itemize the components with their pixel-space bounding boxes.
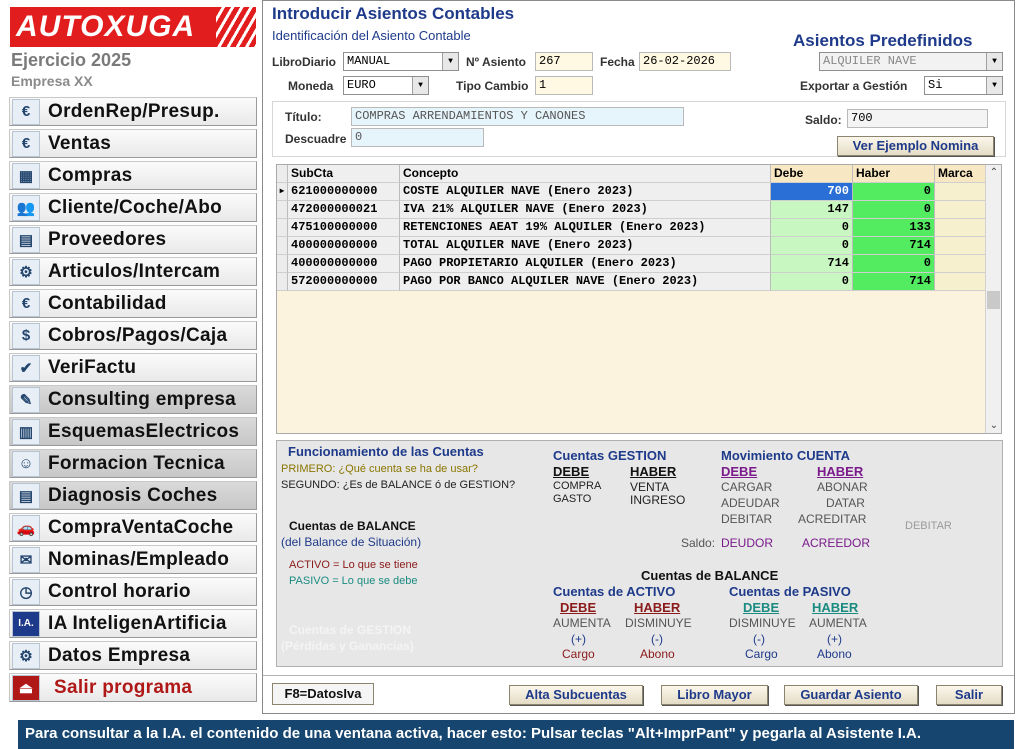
menu-item-control-horario[interactable]	[9, 577, 257, 606]
compra-text: COMPRA	[553, 480, 602, 492]
ingreso-text: INGRESO	[630, 493, 686, 507]
row-indicator[interactable]	[277, 219, 288, 237]
movimiento-debe: DEBE	[721, 464, 758, 479]
table-row[interactable]	[277, 183, 987, 201]
cell-debe[interactable]: 0	[771, 219, 853, 237]
logo-stripes	[216, 7, 256, 47]
libro-value: MANUAL	[347, 54, 391, 68]
menu-item-compras[interactable]	[9, 161, 257, 190]
cell-concepto[interactable]: PAGO PROPIETARIO ALQUILER (Enero 2023)	[400, 255, 771, 273]
asientos-window	[262, 0, 1015, 714]
sales-icon: €	[12, 131, 40, 157]
datar-text: DATAR	[826, 496, 865, 510]
asiento-field[interactable]: 267	[535, 52, 593, 71]
header-haber[interactable]: Haber	[853, 165, 935, 183]
menu-item-compraventa[interactable]	[9, 513, 257, 542]
row-indicator[interactable]	[277, 273, 288, 291]
table-row[interactable]	[277, 237, 987, 255]
saldo-info-label: Saldo:	[681, 536, 716, 550]
menu-item-formacion[interactable]	[9, 449, 257, 478]
menu-label: Nominas/Empleado	[48, 548, 230, 570]
chevron-down-icon: ▼	[442, 53, 458, 70]
menu-item-ventas[interactable]	[9, 129, 257, 158]
chevron-down-icon: ▼	[412, 77, 428, 94]
fecha-field[interactable]: 26-02-2026	[639, 52, 731, 71]
cell-haber[interactable]: 714	[853, 237, 935, 255]
movimiento-heading: Movimiento CUENTA	[721, 448, 851, 463]
cell-marca[interactable]	[935, 255, 987, 273]
menu-item-clientes[interactable]	[9, 193, 257, 222]
pasivo-plus: (+)	[827, 632, 842, 646]
menu-label: Formacion Tecnica	[48, 452, 225, 474]
moneda-select[interactable]	[343, 76, 429, 95]
pasivo-cargo: Cargo	[745, 647, 778, 661]
schematics-icon: ▥	[12, 419, 40, 445]
cell-marca[interactable]	[935, 219, 987, 237]
cell-debe[interactable]: 147	[771, 201, 853, 219]
menu-item-nominas[interactable]	[9, 545, 257, 574]
purchases-icon: ▦	[12, 163, 40, 189]
moneda-label: Moneda	[288, 79, 334, 93]
menu-label: Datos Empresa	[48, 644, 191, 666]
pasivo-haber: HABER	[812, 600, 859, 615]
window-subtitle: Identificación del Asiento Contable	[272, 28, 471, 43]
asiento-grid[interactable]	[276, 164, 1002, 434]
activo-abono: Abono	[640, 647, 675, 661]
header-concepto[interactable]: Concepto	[400, 165, 771, 183]
payroll-icon: ✉	[12, 547, 40, 573]
articles-icon: ⚙	[12, 259, 40, 285]
menu-item-datos-empresa[interactable]	[9, 641, 257, 670]
menu-label: Salir programa	[54, 676, 193, 698]
menu-label: EsquemasElectricos	[48, 420, 240, 442]
pasivo-abono: Abono	[817, 647, 852, 661]
fecha-label: Fecha	[600, 55, 635, 69]
debitar-gray-text: DEBITAR	[905, 520, 952, 532]
customers-icon: 👥	[12, 195, 40, 221]
cell-concepto[interactable]: COSTE ALQUILER NAVE (Enero 2023)	[400, 183, 771, 201]
gear-icon: ⚙	[12, 643, 40, 669]
pasivo-aumenta: AUMENTA	[809, 616, 867, 630]
cell-subcta[interactable]: 621000000000	[288, 183, 400, 201]
menu-label: Consulting empresa	[48, 388, 237, 410]
cell-haber[interactable]: 0	[853, 255, 935, 273]
clock-icon: ◷	[12, 579, 40, 605]
f8-datos-iva-button[interactable]: F8=DatosIva	[272, 683, 374, 705]
cell-marca[interactable]	[935, 183, 987, 201]
menu-item-diagnosis[interactable]	[9, 481, 257, 510]
debitar-text: DEBITAR	[721, 512, 773, 526]
activo-haber: HABER	[634, 600, 681, 615]
repair-order-icon: €	[12, 99, 40, 125]
cell-subcta[interactable]: 572000000000	[288, 273, 400, 291]
chevron-down-icon: ▼	[986, 53, 1002, 70]
menu-label: Control horario	[48, 580, 191, 602]
row-indicator[interactable]	[277, 237, 288, 255]
cuentas-activo-heading: Cuentas de ACTIVO	[553, 584, 676, 599]
cell-haber[interactable]: 133	[853, 219, 935, 237]
menu-item-ia[interactable]	[9, 609, 257, 638]
cell-subcta[interactable]: 475100000000	[288, 219, 400, 237]
row-indicator-header	[277, 165, 288, 183]
descuadre-label: Descuadre	[285, 132, 347, 146]
cuentas-pasivo-heading: Cuentas de PASIVO	[729, 584, 851, 599]
gestion-debe: DEBE	[553, 464, 590, 479]
pasivo-minus: (-)	[753, 632, 765, 646]
suppliers-icon: ▤	[12, 227, 40, 253]
empresa-label: Empresa XX	[11, 73, 93, 89]
menu-label: VeriFactu	[48, 356, 137, 378]
pasivo-disminuye: DISMINUYE	[729, 616, 796, 630]
primero-text: PRIMERO: ¿Qué cuenta se ha de usar?	[281, 463, 478, 475]
menu-item-esquemas[interactable]	[9, 417, 257, 446]
cell-debe[interactable]: 700	[771, 183, 853, 201]
activo-plus: (+)	[571, 632, 586, 646]
cell-debe[interactable]: 0	[771, 273, 853, 291]
table-row[interactable]	[277, 201, 987, 219]
predef-select[interactable]	[819, 52, 1003, 71]
menu-label: Ventas	[48, 132, 112, 154]
header-debe[interactable]: Debe	[771, 165, 853, 183]
sidebar	[0, 0, 262, 720]
activo-disminuye: DISMINUYE	[625, 616, 692, 630]
cuentas-balance-heading-2: Cuentas de BALANCE	[641, 568, 779, 583]
funcionamiento-title: Funcionamiento de las Cuentas	[288, 444, 484, 459]
table-row[interactable]	[277, 255, 987, 273]
scroll-down-icon[interactable]: ⌄	[989, 420, 999, 431]
accounting-icon: €	[12, 291, 40, 317]
pasivo-debe: DEBE	[743, 600, 780, 615]
segundo-text: SEGUNDO: ¿Es de BALANCE ó de GESTION?	[281, 479, 516, 491]
saldo-field: 700	[847, 109, 988, 128]
menu-item-salir-programa[interactable]	[9, 673, 257, 702]
tipo-cambio-field[interactable]: 1	[535, 76, 593, 95]
diagnosis-icon: ▤	[12, 483, 40, 509]
verifactu-icon: ✔	[12, 355, 40, 381]
menu-item-verifactu[interactable]	[9, 353, 257, 382]
cell-debe[interactable]: 0	[771, 237, 853, 255]
balance-subheading: (del Balance de Situación)	[281, 535, 422, 549]
exportar-select[interactable]	[924, 76, 1003, 95]
cell-subcta[interactable]: 472000000021	[288, 201, 400, 219]
menu-label: Diagnosis Coches	[48, 484, 218, 506]
menu-item-articulos[interactable]	[9, 257, 257, 286]
cuentas-gestion-faded: Cuentas de GESTION	[289, 623, 412, 637]
cell-debe[interactable]: 714	[771, 255, 853, 273]
abonar-text: ABONAR	[817, 480, 868, 494]
status-bar: Para consultar a la I.A. el contenido de una ventana activa, hacer esto: Pulsar teclas "Alt+ImprPant" y pegarla al Asistente I.A.	[18, 720, 1014, 749]
libro-select[interactable]	[343, 52, 459, 71]
menu-item-consulting[interactable]	[9, 385, 257, 414]
saldo-label: Saldo:	[805, 113, 842, 127]
menu-label: Cliente/Coche/Abo	[48, 196, 223, 218]
menu-label: Proveedores	[48, 228, 167, 250]
activo-text: ACTIVO = Lo que se tiene	[289, 559, 418, 571]
scroll-up-icon[interactable]: ⌃	[989, 167, 999, 178]
header-subcta[interactable]: SubCta	[288, 165, 400, 183]
tipo-cambio-label: Tipo Cambio	[456, 79, 529, 93]
menu-label: OrdenRep/Presup.	[48, 100, 220, 122]
titulo-label: Título:	[285, 110, 322, 124]
gestion-subheading-faded: (Pérdidas y Ganancias)	[281, 639, 414, 653]
cell-concepto[interactable]: PAGO POR BANCO ALQUILER NAVE (Enero 2023)	[400, 273, 771, 291]
cell-marca[interactable]	[935, 201, 987, 219]
grid-scrollbar[interactable]	[985, 165, 1001, 433]
gestion-haber: HABER	[630, 464, 677, 479]
activo-debe: DEBE	[560, 600, 597, 615]
table-row[interactable]	[277, 273, 987, 291]
exportar-label: Exportar a Gestión	[800, 79, 908, 93]
asiento-label: Nº Asiento	[466, 55, 526, 69]
libro-label: LibroDiario	[272, 55, 337, 69]
cell-haber[interactable]: 0	[853, 201, 935, 219]
menu-item-ordenrep[interactable]	[9, 97, 257, 126]
titulo-field[interactable]: COMPRAS ARRENDAMIENTOS Y CANONES	[351, 107, 684, 126]
menu-label: IA InteligenArtificia	[48, 612, 227, 634]
guardar-asiento-button[interactable]: Guardar Asiento	[784, 685, 918, 705]
cell-concepto[interactable]: RETENCIONES AEAT 19% ALQUILER (Enero 2023)	[400, 219, 771, 237]
ai-icon: I.A.	[12, 611, 40, 637]
moneda-value: EURO	[347, 78, 376, 92]
acreedor-text: ACREEDOR	[802, 536, 871, 550]
activo-cargo: Cargo	[562, 647, 595, 661]
activo-minus: (-)	[651, 632, 663, 646]
bottom-divider	[263, 675, 1014, 676]
current-row-icon[interactable]: ▶	[277, 183, 288, 201]
menu-item-contabilidad[interactable]	[9, 289, 257, 318]
cell-marca[interactable]	[935, 237, 987, 255]
payments-icon: $	[12, 323, 40, 349]
row-indicator[interactable]	[277, 255, 288, 273]
salir-button[interactable]: Salir	[936, 685, 1002, 705]
alta-subcuentas-button[interactable]: Alta Subcuentas	[509, 685, 643, 705]
logo-text: AUTOXUGA	[16, 10, 196, 43]
menu-label: CompraVentaCoche	[48, 516, 234, 538]
consulting-icon: ✎	[12, 387, 40, 413]
table-row[interactable]	[277, 219, 987, 237]
chevron-down-icon: ▼	[986, 77, 1002, 94]
cell-concepto[interactable]: TOTAL ALQUILER NAVE (Enero 2023)	[400, 237, 771, 255]
window-title: Introducir Asientos Contables	[272, 4, 515, 23]
menu-item-cobros[interactable]	[9, 321, 257, 350]
adeudar-text: ADEUDAR	[721, 496, 780, 510]
cell-subcta[interactable]: 400000000000	[288, 255, 400, 273]
menu-label: Compras	[48, 164, 133, 186]
cell-marca[interactable]	[935, 273, 987, 291]
deudor-text: DEUDOR	[721, 536, 774, 550]
cell-haber[interactable]: 0	[853, 183, 935, 201]
cuentas-gestion-heading: Cuentas GESTION	[553, 448, 667, 463]
cargar-text: CARGAR	[721, 480, 773, 494]
car-icon: 🚗	[12, 515, 40, 541]
exit-icon: ⏏	[12, 675, 40, 701]
menu-item-proveedores[interactable]	[9, 225, 257, 254]
movimiento-haber: HABER	[817, 464, 864, 479]
descuadre-field[interactable]: 0	[351, 128, 484, 147]
activo-aumenta: AUMENTA	[553, 616, 611, 630]
info-panel	[276, 440, 1003, 667]
ver-ejemplo-nomina-button[interactable]: Ver Ejemplo Nomina	[837, 136, 994, 156]
autoxuga-logo	[10, 7, 256, 47]
row-indicator[interactable]	[277, 201, 288, 219]
main-menu	[9, 97, 257, 705]
exportar-value: Si	[928, 78, 943, 92]
scroll-thumb[interactable]	[987, 291, 1000, 309]
predef-title: Asientos Predefinidos	[793, 31, 973, 50]
cell-haber[interactable]: 714	[853, 273, 935, 291]
training-icon: ☺	[12, 451, 40, 477]
gasto-text: GASTO	[553, 493, 592, 505]
venta-text: VENTA	[630, 480, 670, 494]
grid-header	[277, 165, 987, 183]
ejercicio-label: Ejercicio 2025	[11, 50, 132, 70]
cuentas-balance-heading: Cuentas de BALANCE	[289, 519, 416, 533]
header-marca[interactable]: Marca	[935, 165, 987, 183]
menu-label: Cobros/Pagos/Caja	[48, 324, 228, 346]
libro-mayor-button[interactable]: Libro Mayor	[661, 685, 768, 705]
menu-label: Articulos/Intercam	[48, 260, 221, 282]
pasivo-text: PASIVO = Lo que se debe	[289, 575, 418, 587]
cell-concepto[interactable]: IVA 21% ALQUILER NAVE (Enero 2023)	[400, 201, 771, 219]
acreditar-text: ACREDITAR	[798, 512, 867, 526]
predef-value: ALQUILER NAVE	[823, 54, 917, 68]
menu-label: Contabilidad	[48, 292, 167, 314]
cell-subcta[interactable]: 400000000000	[288, 237, 400, 255]
